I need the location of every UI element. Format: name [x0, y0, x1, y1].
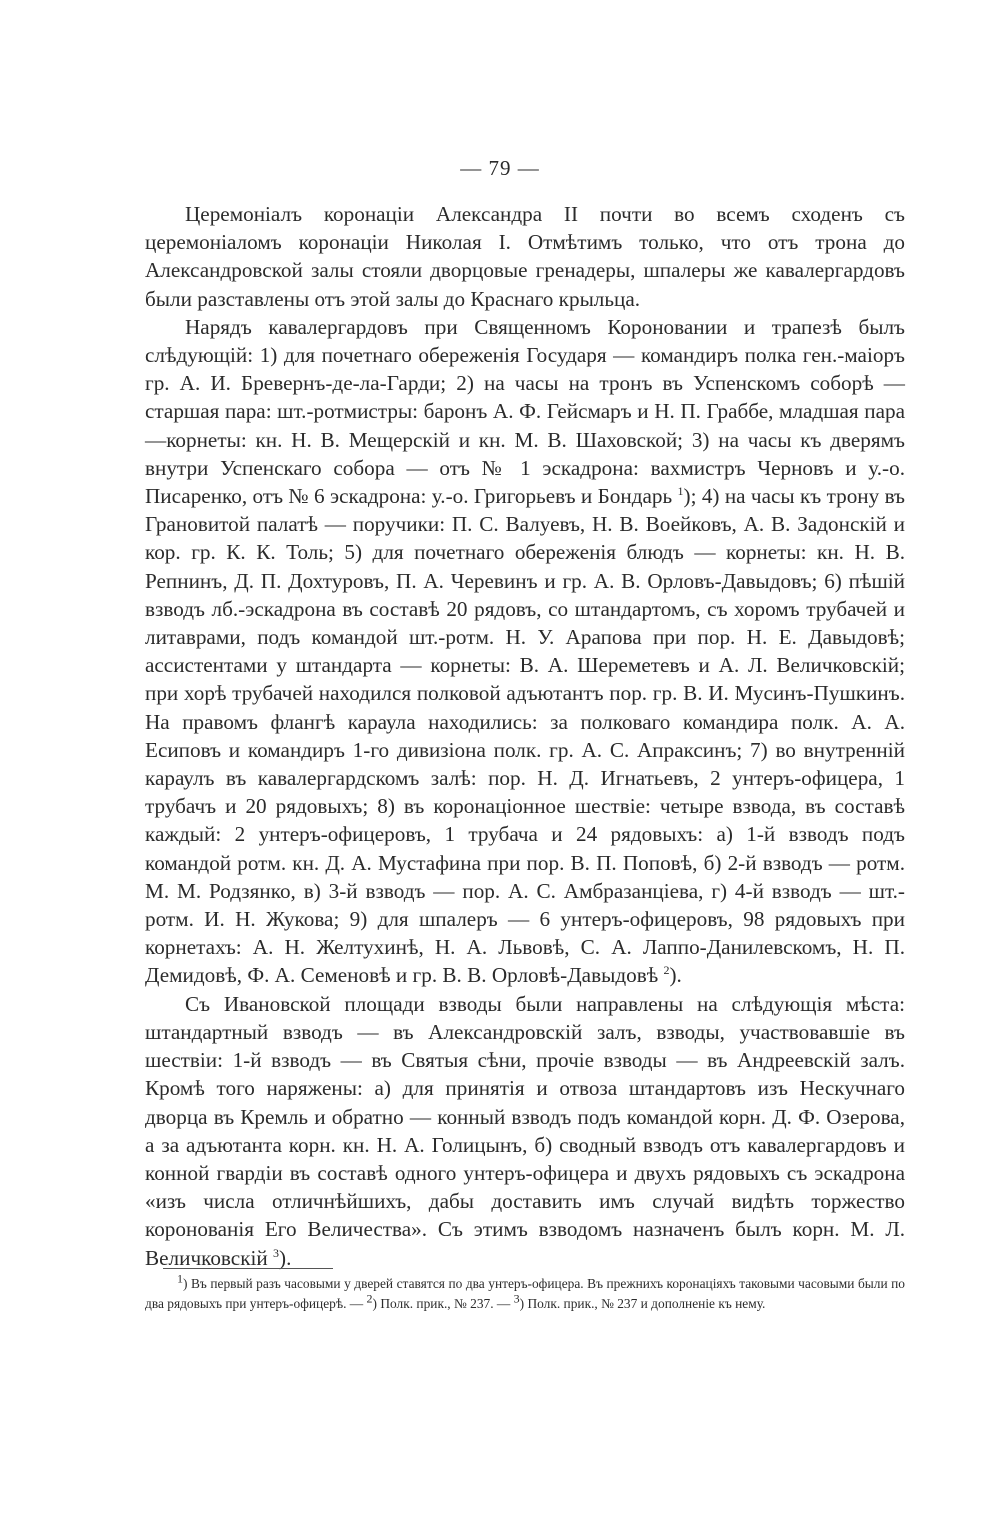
footnote-ref: 2 — [663, 963, 670, 978]
footnote-text: ) Въ первый разъ часовыми у дверей ставятся по два унтеръ-офицера. Въ прежнихъ коронаціяхъ таковыми часовыми были по два рядовыхъ при унтеръ-офицерѣ. — — [145, 1276, 905, 1311]
footnote-mark: 2 — [366, 1291, 373, 1306]
footnotes — [145, 1271, 905, 1314]
paragraph-text: Съ Ивановской площади взводы были направлены на слѣдующія мѣста: штандартный взводъ — въ Александровскій залъ, взводы, участвовавшіе въ шествіи: 1-й взводъ — въ Святыя сѣни, прочіе взводы — въ Андреевскій залъ. Кромѣ того наряжены: а) для принятія и отвоза штандартовъ изъ Нескучнаго дворца въ Кремль и обратно — конный взводъ подъ командой корн. Д. Ф. Озерова, а за адъютанта корн. кн. Н. А. Голицынъ, б) сводный взводъ отъ кавалергардовъ и конной гвардіи въ составѣ одного унтеръ-офицера и двухъ рядовыхъ съ эскадрона «изъ числа отличнѣйшихъ, дабы доставить имъ случай видѣть торжество коронованія Его Величества». Съ этимъ взводомъ назначенъ былъ корн. М. Л. Величковскій — [145, 991, 905, 1270]
page-number: — 79 — — [460, 156, 540, 180]
footnote-divider — [163, 1268, 333, 1269]
footnote-text: ) Полк. прик., № 237. — — [372, 1296, 514, 1311]
main-text — [145, 200, 905, 1272]
paragraph — [145, 313, 905, 990]
paragraph-text: ). — [279, 1245, 292, 1270]
footnote-mark: 1 — [177, 1271, 183, 1286]
paragraph: Церемоніалъ коронаціи Александра II почти во всемъ сходенъ съ церемоніаломъ коронаціи Николая I. Отмѣтимъ только, что отъ трона до Александровской залы стояли дворцовые гренадеры, шпалеры же кавалергардовъ были разставлены отъ этой залы до Краснаго крыльца. — [145, 202, 905, 311]
footnote-text: ) Полк. прик., № 237 и дополненіе къ нему. — [519, 1296, 766, 1311]
footnote-mark: 3 — [513, 1291, 520, 1306]
paragraph-text: ). — [669, 963, 682, 988]
paragraph — [145, 990, 905, 1272]
paragraph-text: Нарядъ кавалергардовъ при Священномъ Короновании и трапезѣ былъ слѣдующій: 1) для почетнаго обереженія Государя — командиръ полка ген.-маіоръ гр. А. И. Бревернъ-де-ла-Гарди; 2) на часы на тронъ въ Успенскомъ соборѣ — старшая пара: шт.-ротмистры: баронъ А. Ф. Гейсмаръ и Н. П. Граббе, младшая пара—корнеты: кн. Н. В. Мещерскій и кн. М. В. Шаховской; 3) на часы къ дверямъ внутри Успенскаго собора — отъ № 1 эскадрона: вахмистръ Черновъ и у.-о. Писаренко, отъ № 6 эскадрона: у.-о. Григорьевъ и Бондарь — [145, 314, 905, 509]
footnote-ref: 1 — [677, 483, 684, 498]
footnote-ref: 3 — [273, 1245, 280, 1260]
paragraph-text: ); 4) на часы къ трону въ Грановитой палатѣ — поручики: П. С. Валуевъ, Н. В. Воейковъ, А. В. Задонскій и кор. гр. К. К. Толь; 5) для почетнаго обереженія блюдъ — корнеты: кн. Н. В. Репнинъ, Д. П. Дохтуровъ, П. А. Черевинъ и гр. А. В. Орловъ-Давыдовъ; 6) пѣшій взводъ лб.-эскадрона въ составѣ 20 рядовъ, со штандартомъ, съ хоромъ трубачей и литаврами, подъ командой шт.-ротм. Н. У. Арапова при пор. Н. Е. Давыдовѣ; ассистентами у штандарта — корнеты: В. А. Шереметевъ и А. Л. Величковскій; при хорѣ трубачей находился полковой адъютантъ пор. гр. В. И. Мусинъ-Пушкинъ. На правомъ флангѣ караула находились: за полковаго командира полк. А. А. Есиповъ и командиръ 1-го дивизіона полк. гр. А. С. Апраксинъ; 7) во внутренній караулъ въ кавалергардскомъ залѣ: пор. Н. Д. Игнатьевъ, 2 унтеръ-офицера, 1 трубачъ и 20 рядовыхъ; 8) въ коронаціонное шествіе: четыре взвода, въ составѣ каждый: 2 унтеръ-офицеровъ, 1 трубача и 24 рядовыхъ: а) 1-й взводъ подъ командой ротм. кн. Д. А. Мустафина при пор. В. П. Поповѣ, б) 2-й взводъ — ротм. М. М. Родзянко, в) 3-й взводъ — пор. А. С. Амбразанціева, г) 4-й взводъ — шт.-ротм. И. Н. Жукова; 9) для шпалеръ — 6 унтеръ-офицеровъ, 98 рядовыхъ при корнетахъ: А. Н. Желтухинѣ, Н. А. Львовѣ, С. А. Лаппо-Данилевскомъ, Н. П. Демидовѣ, Ф. А. Семеновѣ и гр. В. В. Орловѣ-Давыдовѣ — [145, 484, 906, 988]
